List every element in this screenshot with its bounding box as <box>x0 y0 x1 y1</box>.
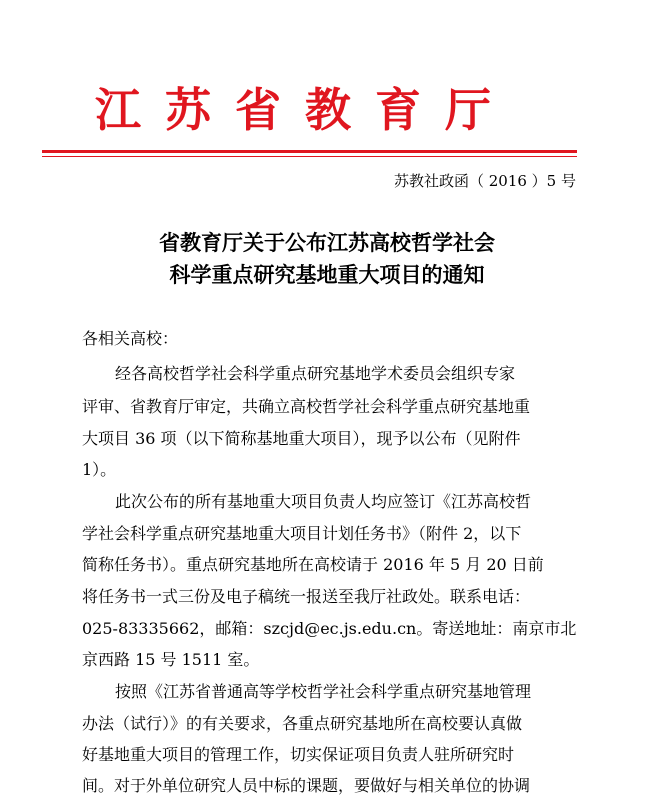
body-line: 京西路 15 号 1511 室。 <box>82 650 260 669</box>
red-header-rule-thin <box>42 156 577 157</box>
issuing-authority-title: 江苏省教育厅 <box>95 83 515 137</box>
body-line: 按照《江苏省普通高等学校哲学社会科学重点研究基地管理 <box>115 682 532 701</box>
body-line: 经各高校哲学社会科学重点研究基地学术委员会组织专家 <box>115 364 516 383</box>
body-line: 办法（试行）》的有关要求，各重点研究基地所在高校要认真做 <box>82 714 523 733</box>
body-line: 此次公布的所有基地重大项目负责人均应签订《江苏高校哲 <box>115 492 532 511</box>
body-line: 1）。 <box>82 460 117 479</box>
body-line: 间。对于外单位研究人员中标的课题，要做好与相关单位的协调 <box>82 776 531 795</box>
document-number: 苏教社政函（ 2016 ）5 号 <box>393 172 576 190</box>
body-line: 好基地重大项目的管理工作，切实保证项目负责人驻所研究时 <box>82 745 515 764</box>
notice-title-line-2: 科学重点研究基地重大项目的通知 <box>169 263 485 287</box>
body-line: 简称任务书）。重点研究基地所在高校请于 2016 年 5 月 20 日前 <box>82 555 544 574</box>
body-line: 025-83335662，邮箱：szcjd@ec.js.edu.cn。寄送地址：南京市北 <box>82 619 577 638</box>
red-header-rule-thick <box>42 150 577 153</box>
body-line: 将任务书一式三份及电子稿统一报送至我厅社政处。联系电话： <box>82 587 531 606</box>
salutation: 各相关高校： <box>82 329 179 348</box>
body-line: 评审、省教育厅审定，共确立高校哲学社会科学重点研究基地重 <box>82 397 531 416</box>
body-line: 大项目 36 项（以下简称基地重大项目），现予以公布（见附件 <box>82 429 521 448</box>
notice-title-line-1: 省教育厅关于公布江苏高校哲学社会 <box>159 231 495 255</box>
body-line: 学社会科学重点研究基地重大项目计划任务书》（附件 2，以下 <box>82 524 522 543</box>
